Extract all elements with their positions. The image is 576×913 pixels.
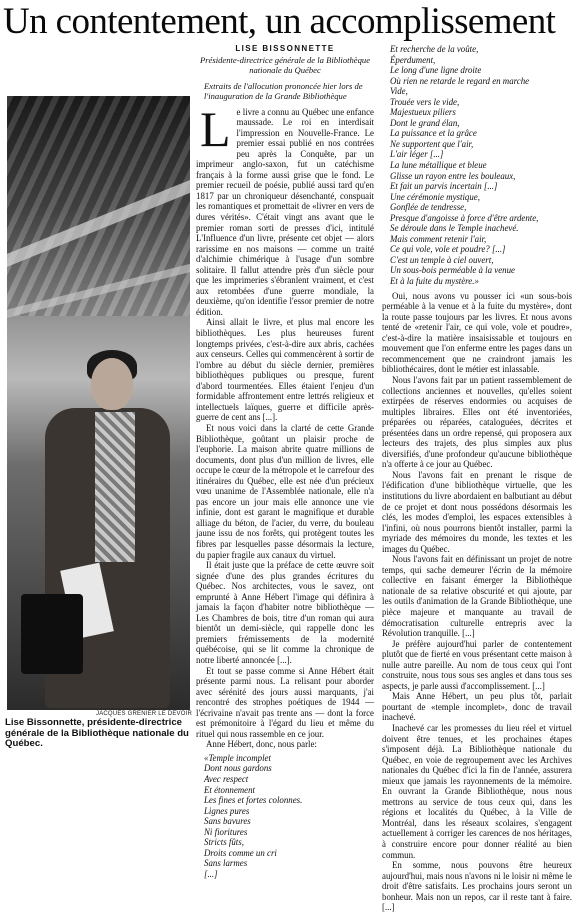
poem-line: Trouée vers le vide, bbox=[390, 96, 460, 107]
poem-line: Le long d'une ligne droite bbox=[390, 65, 482, 76]
poem-line: Vide, bbox=[390, 86, 408, 97]
poem-line: Droits comme un cri bbox=[204, 847, 277, 858]
paragraph: Mais Anne Hébert, un peu plus tôt, parlait pourtant de «temple incomplet», donc de travail inachevé. bbox=[382, 691, 572, 723]
poem-line: L'air léger [...] bbox=[390, 149, 444, 160]
poem-line: Sans larmes bbox=[204, 858, 248, 869]
poem-line: Stricts fûts, bbox=[204, 837, 244, 848]
author-role: Présidente-directrice générale de la Bibliothèque nationale du Québec bbox=[199, 54, 371, 75]
poem-line: Et à la fuite du mystère.» bbox=[390, 276, 479, 287]
poem-line: La lune métallique et bleue bbox=[390, 160, 487, 171]
paragraph: Inachevé car les promesses du lieu réel et virtuel doivent être tenues, et les prochaines étapes s'imposent déjà. La Bibliothèque nationale du Québec, en voie de regroupement avec les Archives nationales du Québec d'ici la fin de l'année, assurera mieux que jamais les rayonnements de la mémoire. En ouvrant la Grande Bibliothèque, nous nous mettrons au service de tous ceux qui, dans les régions et localités du Québec, à la Ville de Montréal, dans les réseaux scolaires, s'engagent actuellement à corriger les carences de nos héritages, à construire encore pour donner réalité au bien commun. bbox=[382, 723, 572, 860]
poem-line: Dont nous gardons bbox=[204, 763, 272, 774]
article-column-2 bbox=[196, 44, 374, 883]
ceiling-structure bbox=[7, 96, 190, 316]
paragraph: Nous l'avons fait par un patient rassemblement de collections anciennes et nouvelles, qu'elles soient extirpées de réserves endormies ou acquises de multiples libraires. Elles ont été inventoriées, préparées ou réparées, cataloguées, décrites et présentées dans un ordre repensé, qui proposera aux lecteurs des trajets, des plus simples aux plus diversifiés, d'une profondeur qu'aucune bibliothèque n'a offerte à ce jour au Québec. bbox=[382, 374, 572, 470]
paragraph: Et nous voici dans la clarté de cette Grande Bibliothèque, goûtant un plaisir proche de l'euphorie. La maison abrite quatre millions de documents, dont plus d'un million de livres, elle occupe le cœur de la métropole et le carrefour des itinéraires du Québec, elle est née d'un précieux vœu unanime de l'Assemblée nationale, elle n'a pas encore un jour mais elle annonce une vie infinie, dont est garant le magnifique et durable alliage du béton, de l'acier, du verre, du bouleau jaune issu de nos forêts, qui protègent toutes les fibres par lesquelles passe désormais la lecture, du papier fragile aux canaux du virtuel. bbox=[196, 422, 374, 560]
person-face bbox=[91, 358, 133, 410]
poem-line: Et recherche de la voûte, bbox=[390, 44, 479, 54]
paragraph: En somme, nous pouvons être heureux aujourd'hui, mais nous n'avons ni le loisir ni même le droit d'être satisfaits. Les prochains jours seront un bonheur. Mais non un repos, car il reste tant à faire. [...] bbox=[382, 860, 572, 913]
headline: Un contentement, un accomplissement bbox=[3, 1, 556, 42]
article-column-3 bbox=[382, 44, 572, 913]
poem-line: Mais comment retenir l'air, bbox=[390, 233, 487, 244]
poem-line: Lignes pures bbox=[204, 805, 250, 816]
poem-line: Sans bavures bbox=[204, 816, 251, 827]
poem-line: Un sous-bois perméable à la venue bbox=[390, 265, 515, 276]
poem-line: Ni fioritures bbox=[204, 826, 248, 837]
paragraph: Nous l'avons fait en définissant un projet de notre temps, qui sache demeurer l'écrin de la mémoire collective en faisant émerger la Bibliothèque nationale de sa relative obscurité et qui ajoute, par les outils d'animation de la Grande Bibliothèque, une pièce majeure et manquante au travail de démocratisation culturelle entrepris avec la Révolution tranquille. [...] bbox=[382, 554, 572, 639]
poem-excerpt bbox=[204, 753, 374, 880]
paragraph: Nous l'avons fait en prenant le risque de l'édification d'une bibliothèque virtuelle, que les institutions du livre abordaient en balbutiant au début de ce projet et dont nous possédons désormais les clés, les modes d'emploi, les espaces extensibles à l'infini, où nous pourrons bientôt installer, parmi la myriade des mémoires du monde, les textes et les images du Québec. bbox=[382, 469, 572, 554]
poem-line: Glisse un rayon entre les bouleaux, bbox=[390, 170, 516, 181]
poem-line: Presque d'angoisse à force d'être ardente, bbox=[390, 212, 539, 223]
paragraph: Je préfère aujourd'hui parler de contentement plutôt que de fierté en vous présentant cette maison à nulle autre pareille. Au nom de tous ceux qui l'ont construite, nous tous sous ses angles et dans tous ses aspects, je parle aussi d'accomplissement. [...] bbox=[382, 638, 572, 691]
paragraph: Anne Hébert, donc, nous parle: bbox=[206, 739, 317, 750]
poem-line: Dont le grand élan, bbox=[390, 117, 460, 128]
poem-line: Et fait un parvis incertain [...] bbox=[390, 181, 498, 192]
portrait-photo bbox=[7, 96, 190, 710]
drop-cap: L bbox=[200, 100, 231, 157]
poem-line: Majestueux piliers bbox=[390, 107, 456, 118]
handbag bbox=[21, 594, 83, 674]
person-scarf bbox=[95, 412, 135, 562]
poem-line: La puissance et la grâce bbox=[390, 128, 477, 139]
author-name: LISE BISSONNETTE bbox=[235, 44, 335, 53]
byline bbox=[196, 44, 374, 75]
poem-line: Éperdument, bbox=[390, 54, 436, 65]
poem-line: C'est un temple à ciel ouvert, bbox=[390, 254, 494, 265]
poem-line: Les fines et fortes colonnes. bbox=[204, 795, 303, 806]
poem-line: Où rien ne retarde le regard en marche bbox=[390, 75, 530, 86]
poem-line: «Temple incomplet bbox=[204, 752, 271, 763]
poem-line: Ne supportent que l'air, bbox=[390, 138, 474, 149]
poem-line: Se déroule dans le Temple inachevé. bbox=[390, 223, 519, 234]
poem-line: Ce qui vole, vole et poudre? [...] bbox=[390, 244, 506, 255]
poem-line: Et étonnement bbox=[204, 784, 256, 795]
poem-line: Une cérémonie mystique, bbox=[390, 191, 480, 202]
poem-line: Avec respect bbox=[204, 774, 249, 784]
poem-continuation bbox=[390, 44, 572, 287]
paragraph: e livre a connu au Québec une enfance maussade. Le roi en interdisait l'impression en Nouvelle-France. Le premier essai publié en nos contrées peu après la Conquête, par un imprimeur anglo-saxon, fut un catéchisme français à la forme aussi grise que le fond. Le premier recueil de poésie, publié aussi tard qu'en 1817 par un chroniqueur désenchanté, conspuait les romantiques et promettait de «livrer en vers de dures vérités». C'était vingt ans avant que le premier roman sorti de presses d'ici, intitulé L'Influence d'un livre, présente cet objet — alors rarissime en nos maisons — comme un traité d'alchimie chimérique à l'usage d'un sombre solitaire. Il fallut attendre près d'un siècle pour que les imprimeries s'ébranlent vraiment, et c'est aux retombées d'une guerre mondiale, la deuxième, qu'on identifie l'essor premier de notre édition. bbox=[196, 106, 374, 317]
paragraph: Ainsi allait le livre, et plus mal encore les bibliothèques. Les plus heureuses furent longtemps privées, c'est-à-dire aux abris, cachées aux censeurs. Celles qui commencèrent à sortir de l'ombre au début du siècle dernier, premières bibliothèques publiques ou presque, furent d'abord tourmentées. Elles étaient l'enjeu d'un formidable affrontement entre lettrés religieux et intellectuels laïques, guerre et difficile après-guerre de cent ans [...]. bbox=[196, 317, 374, 423]
photo-credit: JACQUES GRENIER LE DEVOIR bbox=[96, 711, 193, 717]
poem-line: Gonflée de tendresse, bbox=[390, 202, 467, 213]
photo-caption: Lise Bissonnette, présidente-directrice générale de la Bibliothèque nationale du Québec. bbox=[5, 717, 189, 749]
article-intro: Extraits de l'allocution prononcée hier lors de l'inauguration de la Grande Bibliothèque bbox=[204, 80, 363, 101]
paragraph: Et tout se passe comme si Anne Hébert était présente parmi nous. La relisant pour aborder avec sérénité des jours aussi marquants, j'ai rencontré des strophes poétiques de 1944 — l'écrivaine n'avait pas trente ans — dont la force est prémonitoire à l'égard du lieu et même du rituel qui nous rassemble en ce jour. bbox=[196, 665, 374, 739]
poem-line: [...] bbox=[204, 868, 218, 879]
paragraph: Oui, nous avons vu pousser ici «un sous-bois perméable à la venue et à la fuite du mystère», dont la route passe toujours par les livres. Et nous avons tenté de «retenir l'air, ce qui vole, vole et poudre», c'est-à-dire la matière insaisissable et toujours en mouvement que l'on enferme entre les pages dans un recommencement que ne craindront jamais les bibliothécaires, dont le métier est inlassable. bbox=[382, 290, 572, 375]
paragraph: Il était juste que la préface de cette œuvre soit signée d'une des plus grandes écritures du Québec. Nos architectes, vous le savez, ont emprunté à Anne Hébert l'image qui définira à jamais la façon d'habiter notre bibliothèque — Les Chambres de bois, titre d'un roman qui aura bientôt un demi-siècle, qui rappelle donc les premiers frémissements de la modernité québécoise, qui se lit comme la chronique de notre liberté annoncée [...]. bbox=[196, 560, 374, 665]
